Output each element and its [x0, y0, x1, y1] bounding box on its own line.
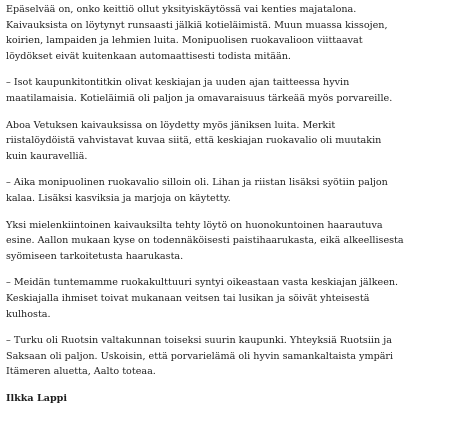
article-paragraph	[6, 118, 468, 165]
article-paragraph	[6, 75, 468, 106]
paragraph-line: kalaa. Lisäksi kasviksia ja marjoja on käytetty.	[6, 192, 231, 204]
author-signature: Ilkka Lappi	[6, 392, 68, 404]
paragraph-line: Keskiajalla ihmiset toivat mukanaan veitsen tai lusikan ja söivät yhteisestä	[6, 292, 370, 304]
article-body	[6, 2, 468, 417]
paragraph-line: – Aika monipuolinen ruokavalio silloin oli. Lihan ja riistan lisäksi syötiin paljon	[6, 177, 388, 189]
article-paragraph	[6, 333, 468, 380]
paragraph-line: löydökset eivät kuitenkaan automaattisesti todista mitään.	[6, 50, 291, 62]
paragraph-line: riistalöydöistä vahvistavat kuvaa siitä, että keskiajan ruokavalio oli muutakin	[6, 135, 382, 147]
article-paragraph	[6, 218, 468, 265]
paragraph-line: esine. Aallon mukaan kyse on todennäköisesti paistihaarukasta, eikä alkeellisesta	[6, 235, 404, 247]
paragraph-line: koirien, lampaiden ja lehmien luita. Monipuolisen ruokavalioon viittaavat	[6, 35, 363, 47]
paragraph-line: – Turku oli Ruotsin valtakunnan toiseksi suurin kaupunki. Yhteyksiä Ruotsiin ja	[6, 335, 392, 347]
paragraph-line: – Isot kaupunkitontitkin olivat keskiajan ja uuden ajan taitteessa hyvin	[6, 77, 350, 89]
paragraph-line: Yksi mielenkiintoinen kaivauksilta tehty löytö on huonokuntoinen haarautuva	[6, 219, 383, 231]
article-paragraph	[6, 275, 468, 322]
paragraph-line: Epäselvää on, onko keittiö ollut yksityiskäytössä vai kenties majatalona.	[6, 4, 357, 15]
article-paragraph	[6, 175, 468, 206]
paragraph-line: maatilamaisia. Kotieläimiä oli paljon ja omavaraisuus tärkeää myös porvareille.	[6, 92, 393, 104]
paragraph-line: kuin kauravelliä.	[6, 150, 88, 162]
paragraph-line: Itämeren aluetta, Aalto toteaa.	[6, 366, 156, 378]
article-paragraph	[6, 2, 468, 64]
paragraph-line: – Meidän tuntemamme ruokakulttuuri syntyi oikeastaan vasta keskiajan jälkeen.	[6, 277, 399, 289]
paragraph-line: syömiseen tarkoitetusta haarukasta.	[6, 250, 184, 262]
paragraph-line: Saksaan oli paljon. Uskoisin, että porvarielämä oli hyvin samankaltaista ympäri	[6, 350, 394, 362]
paragraph-line: kulhosta.	[6, 308, 51, 320]
paragraph-line: Kaivauksista on löytynyt runsaasti jälkiä kotieläimistä. Muun muassa kissojen,	[6, 19, 388, 31]
paragraph-line: Aboa Vetuksen kaivauksissa on löydetty myös jäniksen luita. Merkit	[6, 119, 336, 131]
